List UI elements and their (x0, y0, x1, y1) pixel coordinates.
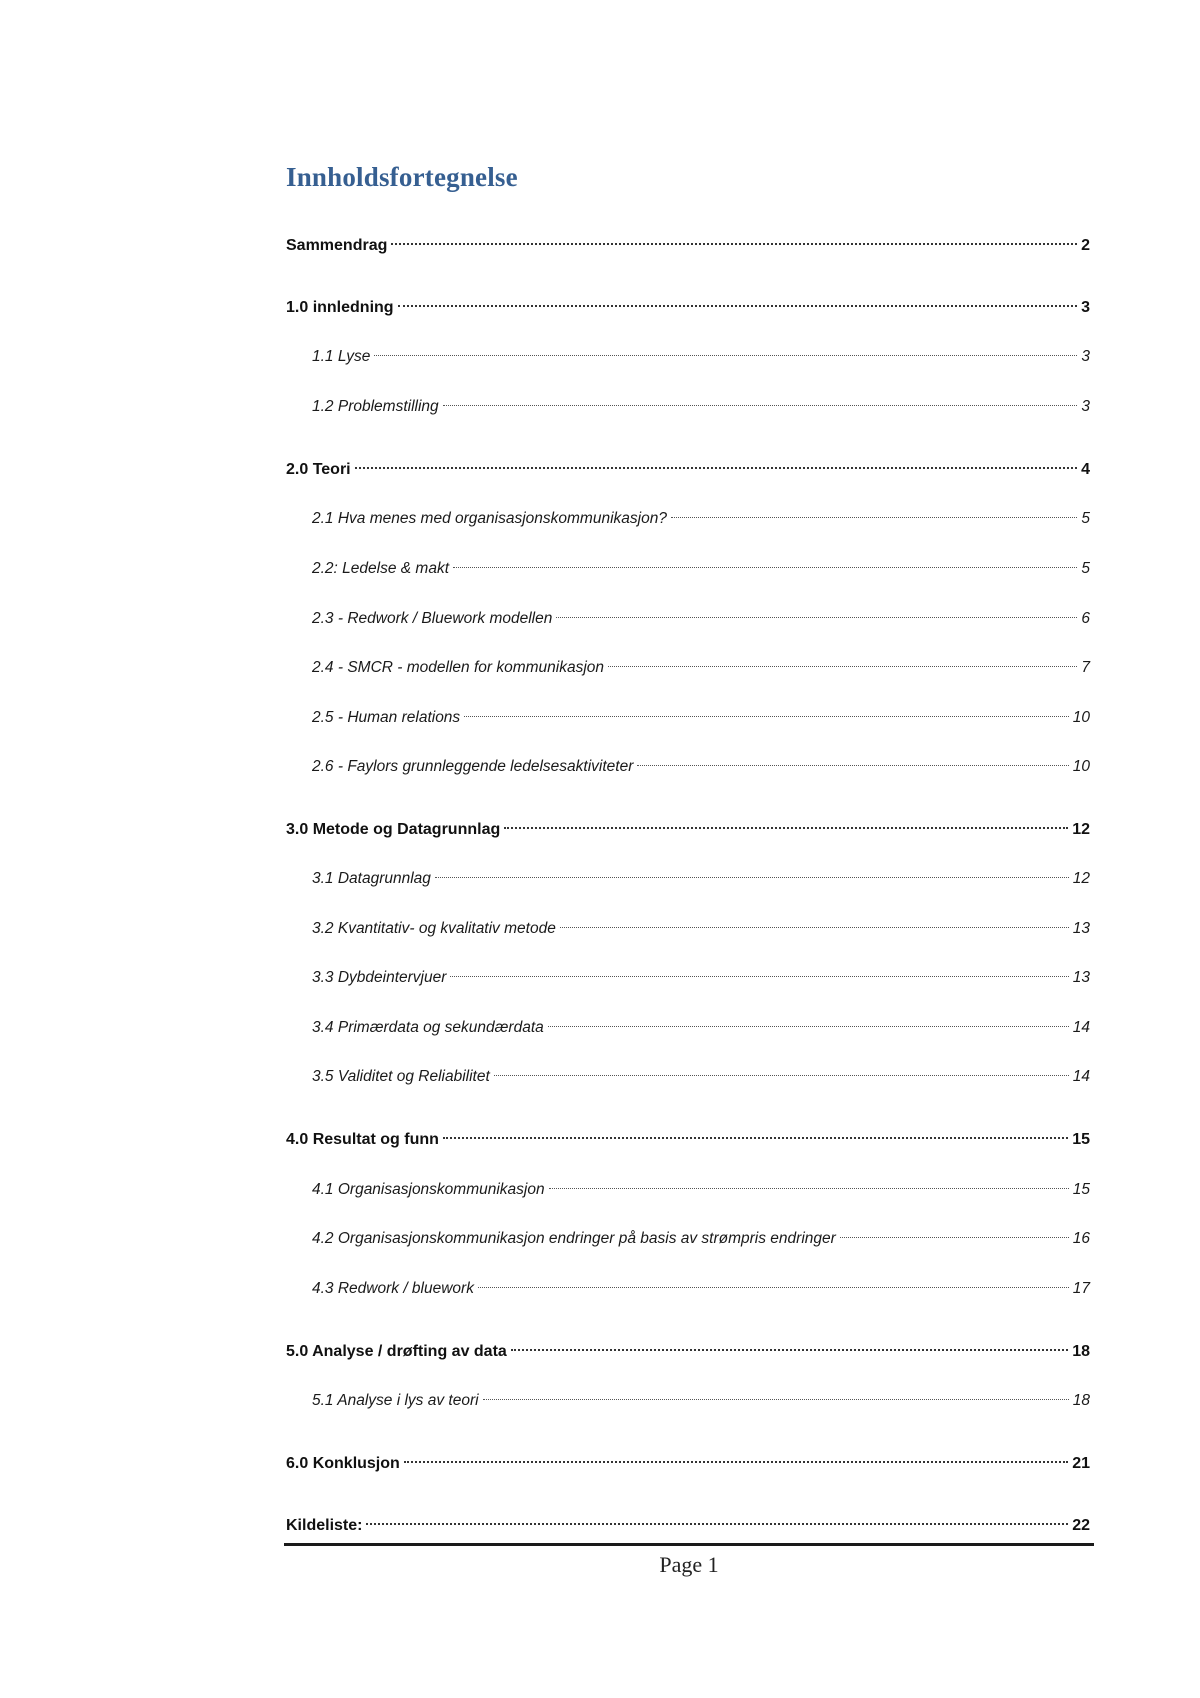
toc-entry-page-number: 13 (1072, 920, 1090, 937)
toc-entry-label: 2.2: Ledelse & makt (312, 560, 449, 577)
toc-entry-heading[interactable] (286, 450, 1090, 478)
toc-entry-label: 5.1 Analyse i lys av teori (312, 1392, 479, 1409)
footer-rule (284, 1543, 1094, 1546)
toc-dot-leader (606, 648, 1079, 672)
toc-entry-subheading[interactable] (286, 1057, 1090, 1085)
toc-entry-label: 4.0 Resultat og funn (286, 1131, 439, 1148)
toc-dot-leader (448, 958, 1070, 982)
toc-entry-page-number: 10 (1072, 709, 1090, 726)
toc-dot-leader (492, 1057, 1071, 1081)
toc-entry-label: 3.0 Metode og Datagrunnlag (286, 821, 501, 838)
toc-entry-subheading[interactable] (286, 1219, 1090, 1247)
toc-entry-subheading[interactable] (286, 698, 1090, 726)
toc-entry-page-number: 13 (1072, 969, 1090, 986)
toc-entry-subheading[interactable] (286, 549, 1090, 577)
toc-entry-label: 1.2 Problemstilling (312, 398, 439, 415)
toc-entry-label: 4.2 Organisasjonskommunikasjon endringer på basis av strømpris endringer (312, 1230, 836, 1247)
toc-entry-label: 1.1 Lyse (312, 348, 371, 365)
toc-dot-leader (554, 599, 1079, 623)
toc-entry-subheading[interactable] (286, 1381, 1090, 1409)
toc-entry-page-number: 22 (1072, 1517, 1090, 1534)
toc-dot-leader (462, 698, 1071, 722)
toc-entry-page-number: 18 (1072, 1343, 1090, 1360)
table-of-contents (286, 0, 1090, 1698)
toc-dot-leader (481, 1381, 1071, 1405)
toc-entry-subheading[interactable] (286, 747, 1090, 775)
toc-entry-page-number: 15 (1072, 1131, 1090, 1148)
toc-entry-subheading[interactable] (286, 958, 1090, 986)
toc-entry-heading[interactable] (286, 810, 1090, 838)
toc-dot-leader (558, 909, 1071, 933)
toc-dot-leader (396, 288, 1080, 312)
toc-entry-label: 2.3 - Redwork / Bluework modellen (312, 610, 553, 627)
toc-dot-leader (669, 499, 1079, 523)
toc-entry-label: 3.5 Validitet og Reliabilitet (312, 1068, 490, 1085)
toc-entry-label: 1.0 innledning (286, 299, 394, 316)
toc-dot-leader (364, 1506, 1070, 1530)
toc-entry-page-number: 6 (1081, 610, 1090, 627)
toc-dot-leader (838, 1219, 1071, 1243)
toc-entry-heading[interactable] (286, 288, 1090, 316)
toc-entry-label: 2.1 Hva menes med organisasjonskommunikasjon? (312, 510, 667, 527)
toc-dot-leader (502, 810, 1070, 834)
toc-entry-heading[interactable] (286, 1444, 1090, 1472)
toc-entry-subheading[interactable] (286, 909, 1090, 937)
toc-entry-page-number: 4 (1081, 461, 1090, 478)
toc-dot-leader (389, 226, 1079, 250)
toc-entry-label: 2.0 Teori (286, 461, 351, 478)
toc-entry-label: 6.0 Konklusjon (286, 1455, 400, 1472)
toc-entry-label: Sammendrag (286, 237, 388, 254)
toc-entry-label: 3.3 Dybdeintervjuer (312, 969, 447, 986)
toc-dot-leader (433, 859, 1071, 883)
toc-dot-leader (546, 1008, 1071, 1032)
toc-dot-leader (402, 1444, 1070, 1468)
toc-entry-page-number: 5 (1081, 560, 1090, 577)
toc-dot-leader (476, 1269, 1071, 1293)
toc-entry-label: 2.4 - SMCR - modellen for kommunikasjon (312, 659, 605, 676)
toc-dot-leader (441, 1120, 1070, 1144)
toc-dot-leader (635, 747, 1070, 771)
toc-entry-subheading[interactable] (286, 499, 1090, 527)
toc-entry-page-number: 12 (1072, 870, 1090, 887)
toc-entry-page-number: 3 (1081, 348, 1090, 365)
toc-entry-page-number: 14 (1072, 1019, 1090, 1036)
toc-entry-subheading[interactable] (286, 859, 1090, 887)
toc-entry-subheading[interactable] (286, 1269, 1090, 1297)
toc-dot-leader (509, 1332, 1070, 1356)
toc-dot-leader (451, 549, 1079, 573)
toc-entry-label: 4.1 Organisasjonskommunikasjon (312, 1181, 545, 1198)
toc-entry-page-number: 3 (1081, 398, 1090, 415)
toc-entry-label: 3.2 Kvantitativ- og kvalitativ metode (312, 920, 556, 937)
toc-dot-leader (547, 1170, 1071, 1194)
toc-entry-label: 3.1 Datagrunnlag (312, 870, 431, 887)
toc-entry-page-number: 2 (1081, 237, 1090, 254)
toc-entry-heading[interactable] (286, 1332, 1090, 1360)
toc-entry-page-number: 17 (1072, 1280, 1090, 1297)
toc-entry-page-number: 15 (1072, 1181, 1090, 1198)
toc-entry-subheading[interactable] (286, 1170, 1090, 1198)
toc-entry-heading[interactable] (286, 1120, 1090, 1148)
toc-entry-page-number: 3 (1081, 299, 1090, 316)
toc-entry-subheading[interactable] (286, 387, 1090, 415)
toc-entry-page-number: 10 (1072, 758, 1090, 775)
toc-entry-subheading[interactable] (286, 1008, 1090, 1036)
toc-entry-page-number: 5 (1081, 510, 1090, 527)
toc-entry-label: 3.4 Primærdata og sekundærdata (312, 1019, 544, 1036)
toc-entry-label: 2.6 - Faylors grunnleggende ledelsesaktiviteter (312, 758, 634, 775)
toc-entry-heading[interactable] (286, 1506, 1090, 1534)
toc-entry-label: 5.0 Analyse / drøfting av data (286, 1343, 507, 1360)
toc-dot-leader (353, 450, 1079, 474)
toc-entry-label: Kildeliste: (286, 1517, 363, 1534)
toc-entry-page-number: 14 (1072, 1068, 1090, 1085)
toc-entry-page-number: 12 (1072, 821, 1090, 838)
toc-entry-subheading[interactable] (286, 599, 1090, 627)
toc-entry-label: 4.3 Redwork / bluework (312, 1280, 474, 1297)
toc-entry-label: 2.5 - Human relations (312, 709, 461, 726)
footer-page-number: Page 1 (659, 1552, 719, 1577)
toc-entry-page-number: 21 (1072, 1455, 1090, 1472)
toc-entry-page-number: 7 (1081, 659, 1090, 676)
toc-dot-leader (441, 387, 1080, 411)
toc-entry-heading[interactable] (286, 226, 1090, 254)
toc-entry-page-number: 16 (1072, 1230, 1090, 1247)
toc-entry-subheading[interactable] (286, 337, 1090, 365)
toc-dot-leader (372, 337, 1079, 361)
toc-entry-subheading[interactable] (286, 648, 1090, 676)
toc-title: Innholdsfortegnelse (286, 162, 518, 192)
toc-entry-page-number: 18 (1072, 1392, 1090, 1409)
